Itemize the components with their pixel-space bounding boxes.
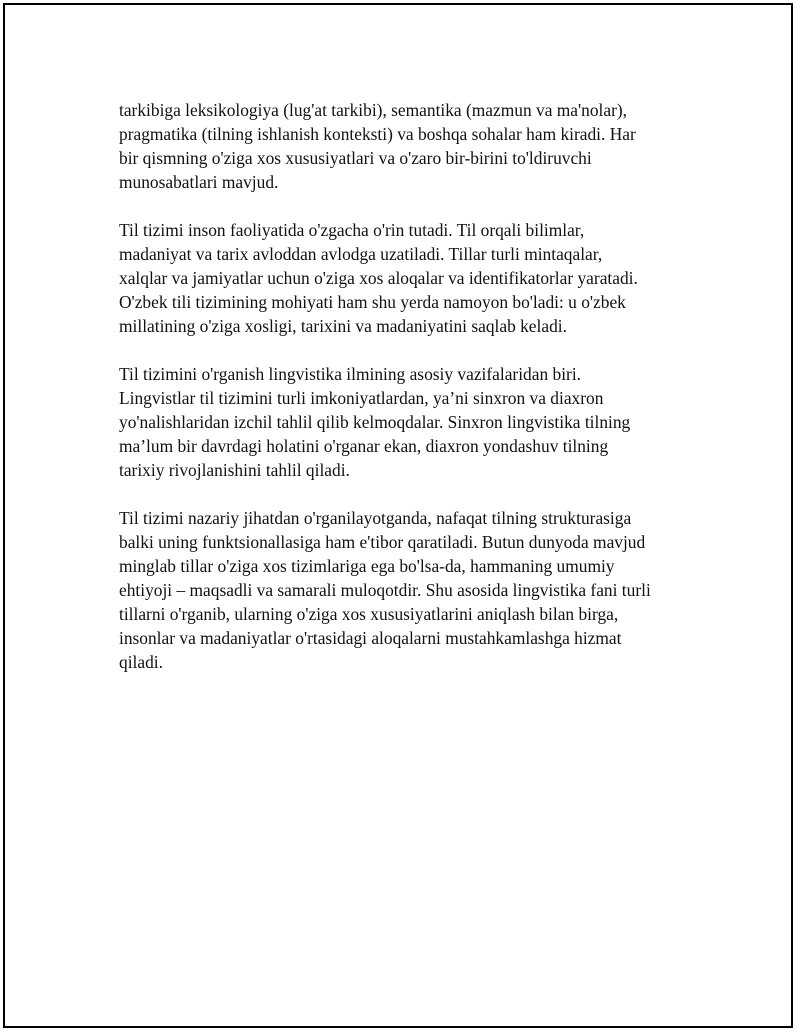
text-line: millatining o'ziga xosligi, tarixini va madaniyatini saqlab keladi. <box>119 316 567 336</box>
text-line: yo'nalishlaridan izchil tahlil qilib kelmoqdalar. Sinxron lingvistika tilning <box>119 412 631 432</box>
text-line: ma’lum bir davrdagi holatini o'rganar ekan, diaxron yondashuv tilning <box>119 436 609 456</box>
text-line: balki uning funktsionallasiga ham e'tibor qaratiladi. Butun dunyoda mavjud <box>119 532 646 552</box>
paragraph-4 <box>119 506 709 674</box>
text-line: bir qismning o'ziga xos xususiyatlari va o'zaro bir-birini to'ldiruvchi <box>119 148 592 168</box>
text-line: ehtiyoji – maqsadli va samarali muloqotdir. Shu asosida lingvistika fani turli <box>119 580 651 600</box>
paragraph-2 <box>119 218 709 338</box>
text-line: Lingvistlar til tizimini turli imkoniyatlardan, ya’ni sinxron va diaxron <box>119 388 604 408</box>
text-line: xalqlar va jamiyatlar uchun o'ziga xos aloqalar va identifikatorlar yaratadi. <box>119 268 638 288</box>
text-line: munosabatlari mavjud. <box>119 172 279 192</box>
document-page <box>3 3 793 1028</box>
text-line: Til tizimi nazariy jihatdan o'rganilayotganda, nafaqat tilning strukturasiga <box>119 508 632 528</box>
text-line: Til tizimi inson faoliyatida o'zgacha o'rin tutadi. Til orqali bilimlar, <box>119 220 585 240</box>
text-line: tillarni o'rganib, ularning o'ziga xos xususiyatlarini aniqlash bilan birga, <box>119 604 619 624</box>
text-line: pragmatika (tilning ishlanish konteksti) va boshqa sohalar ham kiradi. Har <box>119 124 636 144</box>
paragraph-1 <box>119 98 709 194</box>
text-line: insonlar va madaniyatlar o'rtasidagi aloqalarni mustahkamlashga hizmat <box>119 628 622 648</box>
text-line: minglab tillar o'ziga xos tizimlariga ega bo'lsa-da, hammaning umumiy <box>119 556 615 576</box>
text-line: tarixiy rivojlanishini tahlil qiladi. <box>119 460 350 480</box>
text-line: tarkibiga leksikologiya (lug'at tarkibi), semantika (mazmun va ma'nolar), <box>119 100 628 120</box>
text-line: O'zbek tili tizimining mohiyati ham shu yerda namoyon bo'ladi: u o'zbek <box>119 292 626 312</box>
text-line: qiladi. <box>119 652 163 672</box>
text-line: Til tizimini o'rganish lingvistika ilmining asosiy vazifalaridan biri. <box>119 364 582 384</box>
text-line: madaniyat va tarix avloddan avlodga uzatiladi. Tillar turli mintaqalar, <box>119 244 603 264</box>
paragraph-3 <box>119 362 709 482</box>
document-body <box>119 98 709 698</box>
